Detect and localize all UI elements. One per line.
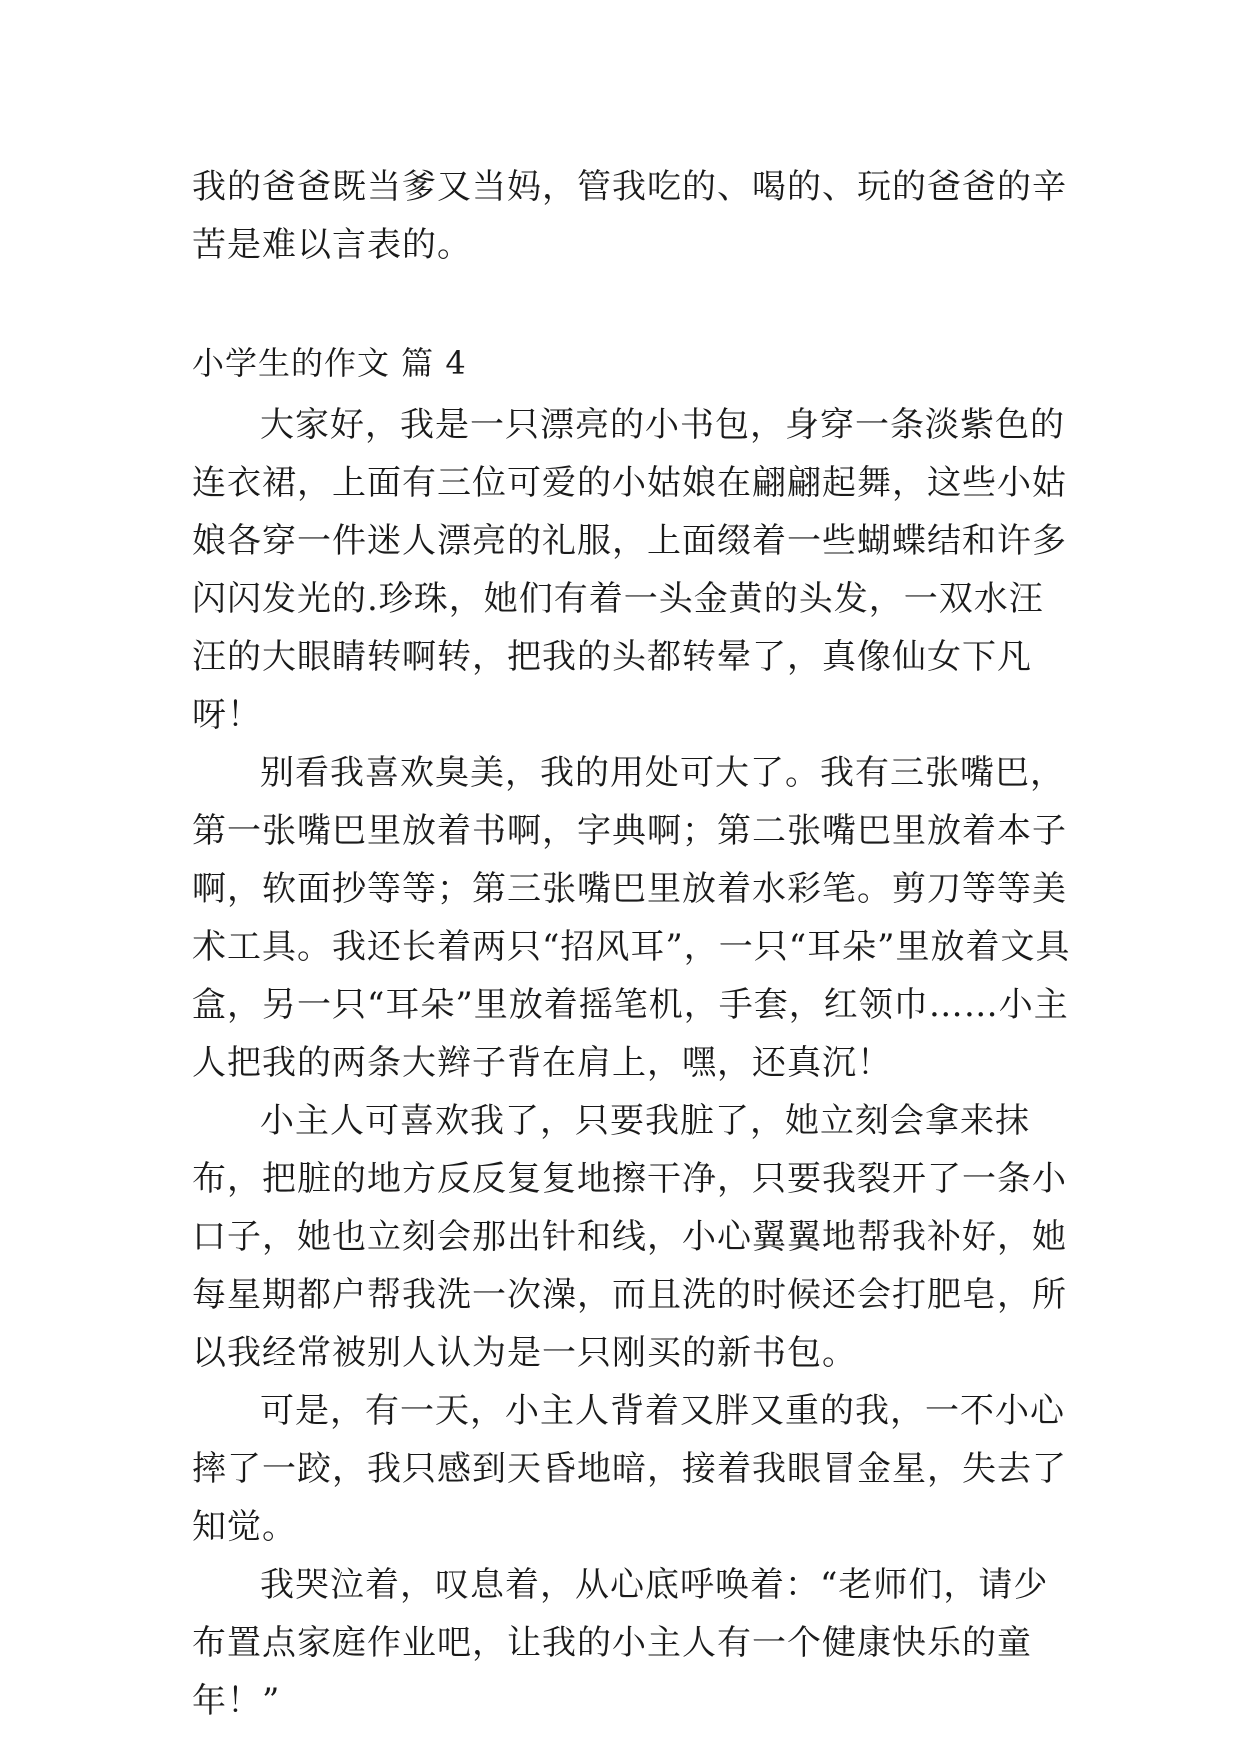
essay-paragraph: 小主人可喜欢我了，只要我脏了，她立刻会拿来抹布，把脏的地方反反复复地擦干净，只要我裂开了一条小口子，她也立刻会那出针和线，小心翼翼地帮我补好，她每星期都户帮我洗一次澡，而且洗的时候还会打肥皂，所以我经常被别人认为是一只刚买的新书包。 xyxy=(192,1101,1067,1373)
essay-paragraph: 可是，有一天，小主人背着又胖又重的我，一不小心摔了一跤，我只感到天昏地暗，接着我眼冒金星，失去了知觉。 xyxy=(192,1391,1067,1547)
essay-body xyxy=(192,396,1072,1730)
essay-paragraph: 我哭泣着，叹息着，从心底呼唤着：“老师们，请少布置点家庭作业吧，让我的小主人有一个健康快乐的童年！” xyxy=(192,1565,1049,1721)
intro-section xyxy=(192,158,1072,274)
essay-paragraph: 别看我喜欢臭美，我的用处可大了。我有三张嘴巴，第一张嘴巴里放着书啊，字典啊；第二张嘴巴里放着本子啊，软面抄等等；第三张嘴巴里放着水彩笔。剪刀等等美术工具。我还长着两只“招风耳”，一只“耳朵”里放着文具盒，另一只“耳朵”里放着摇笔机，手套，红领巾……小主人把我的两条大辫子背在肩上，嘿，还真沉！ xyxy=(192,753,1071,1083)
essay-paragraph: 大家好，我是一只漂亮的小书包，身穿一条淡紫色的连衣裙，上面有三位可爱的小姑娘在翩翩起舞，这些小姑娘各穿一件迷人漂亮的礼服，上面缀着一些蝴蝶结和许多闪闪发光的.珍珠，她们有着一头金黄的头发，一双水汪汪的大眼睛转啊转，把我的头都转晕了，真像仙女下凡呀！ xyxy=(192,405,1067,735)
intro-paragraph: 我的爸爸既当爹又当妈，管我吃的、喝的、玩的爸爸的辛苦是难以言表的。 xyxy=(192,167,1067,265)
section-heading: 小学生的作文 篇 4 xyxy=(192,344,467,382)
